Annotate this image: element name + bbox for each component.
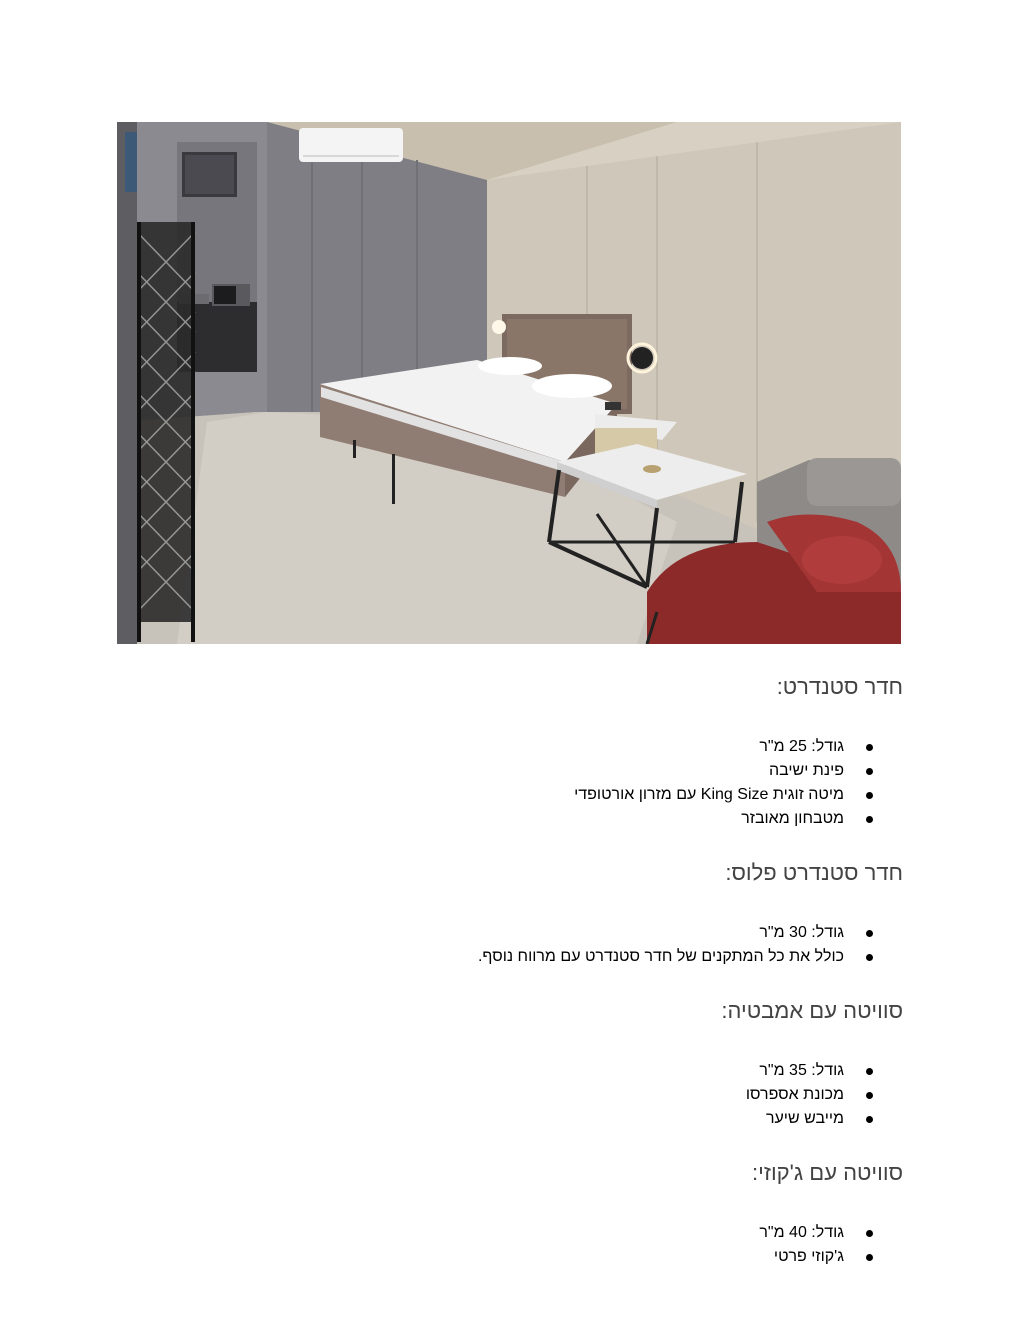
list-item: מייבש שיער xyxy=(117,1107,903,1131)
list-item: מכונת אספרסו xyxy=(117,1083,903,1107)
list-item: גודל: 35 מ"ר xyxy=(117,1059,903,1083)
section-heading-jacuzzi-suite: סוויטה עם ג'קוזי: xyxy=(752,1160,903,1185)
standard-plus-room-features xyxy=(117,921,903,969)
list-item: מיטה זוגית King Size עם מזרון אורטופדי xyxy=(117,783,903,807)
list-item: פינת ישיבה xyxy=(117,759,903,783)
section-heading-standard: חדר סטנדרט: xyxy=(776,674,903,699)
room-types xyxy=(117,660,903,1269)
list-item: גודל: 40 מ"ר xyxy=(117,1221,903,1245)
section-heading-bath-suite: סוויטה עם אמבטיה: xyxy=(721,998,903,1023)
list-item: כולל את כל המתקנים של חדר סטנדרט עם מרווח נוסף. xyxy=(117,945,903,969)
list-item: גודל: 30 מ"ר xyxy=(117,921,903,945)
list-item: ג'קוזי פרטי xyxy=(117,1245,903,1269)
jacuzzi-suite-features xyxy=(117,1221,903,1269)
bath-suite-features xyxy=(117,1059,903,1131)
hotel-room-photo xyxy=(117,122,901,644)
list-item: מטבחון מאובזר xyxy=(117,807,903,831)
section-heading-standard-plus: חדר סטנדרט פלוס: xyxy=(725,860,903,885)
standard-room-features xyxy=(117,735,903,831)
list-item: גודל: 25 מ"ר xyxy=(117,735,903,759)
